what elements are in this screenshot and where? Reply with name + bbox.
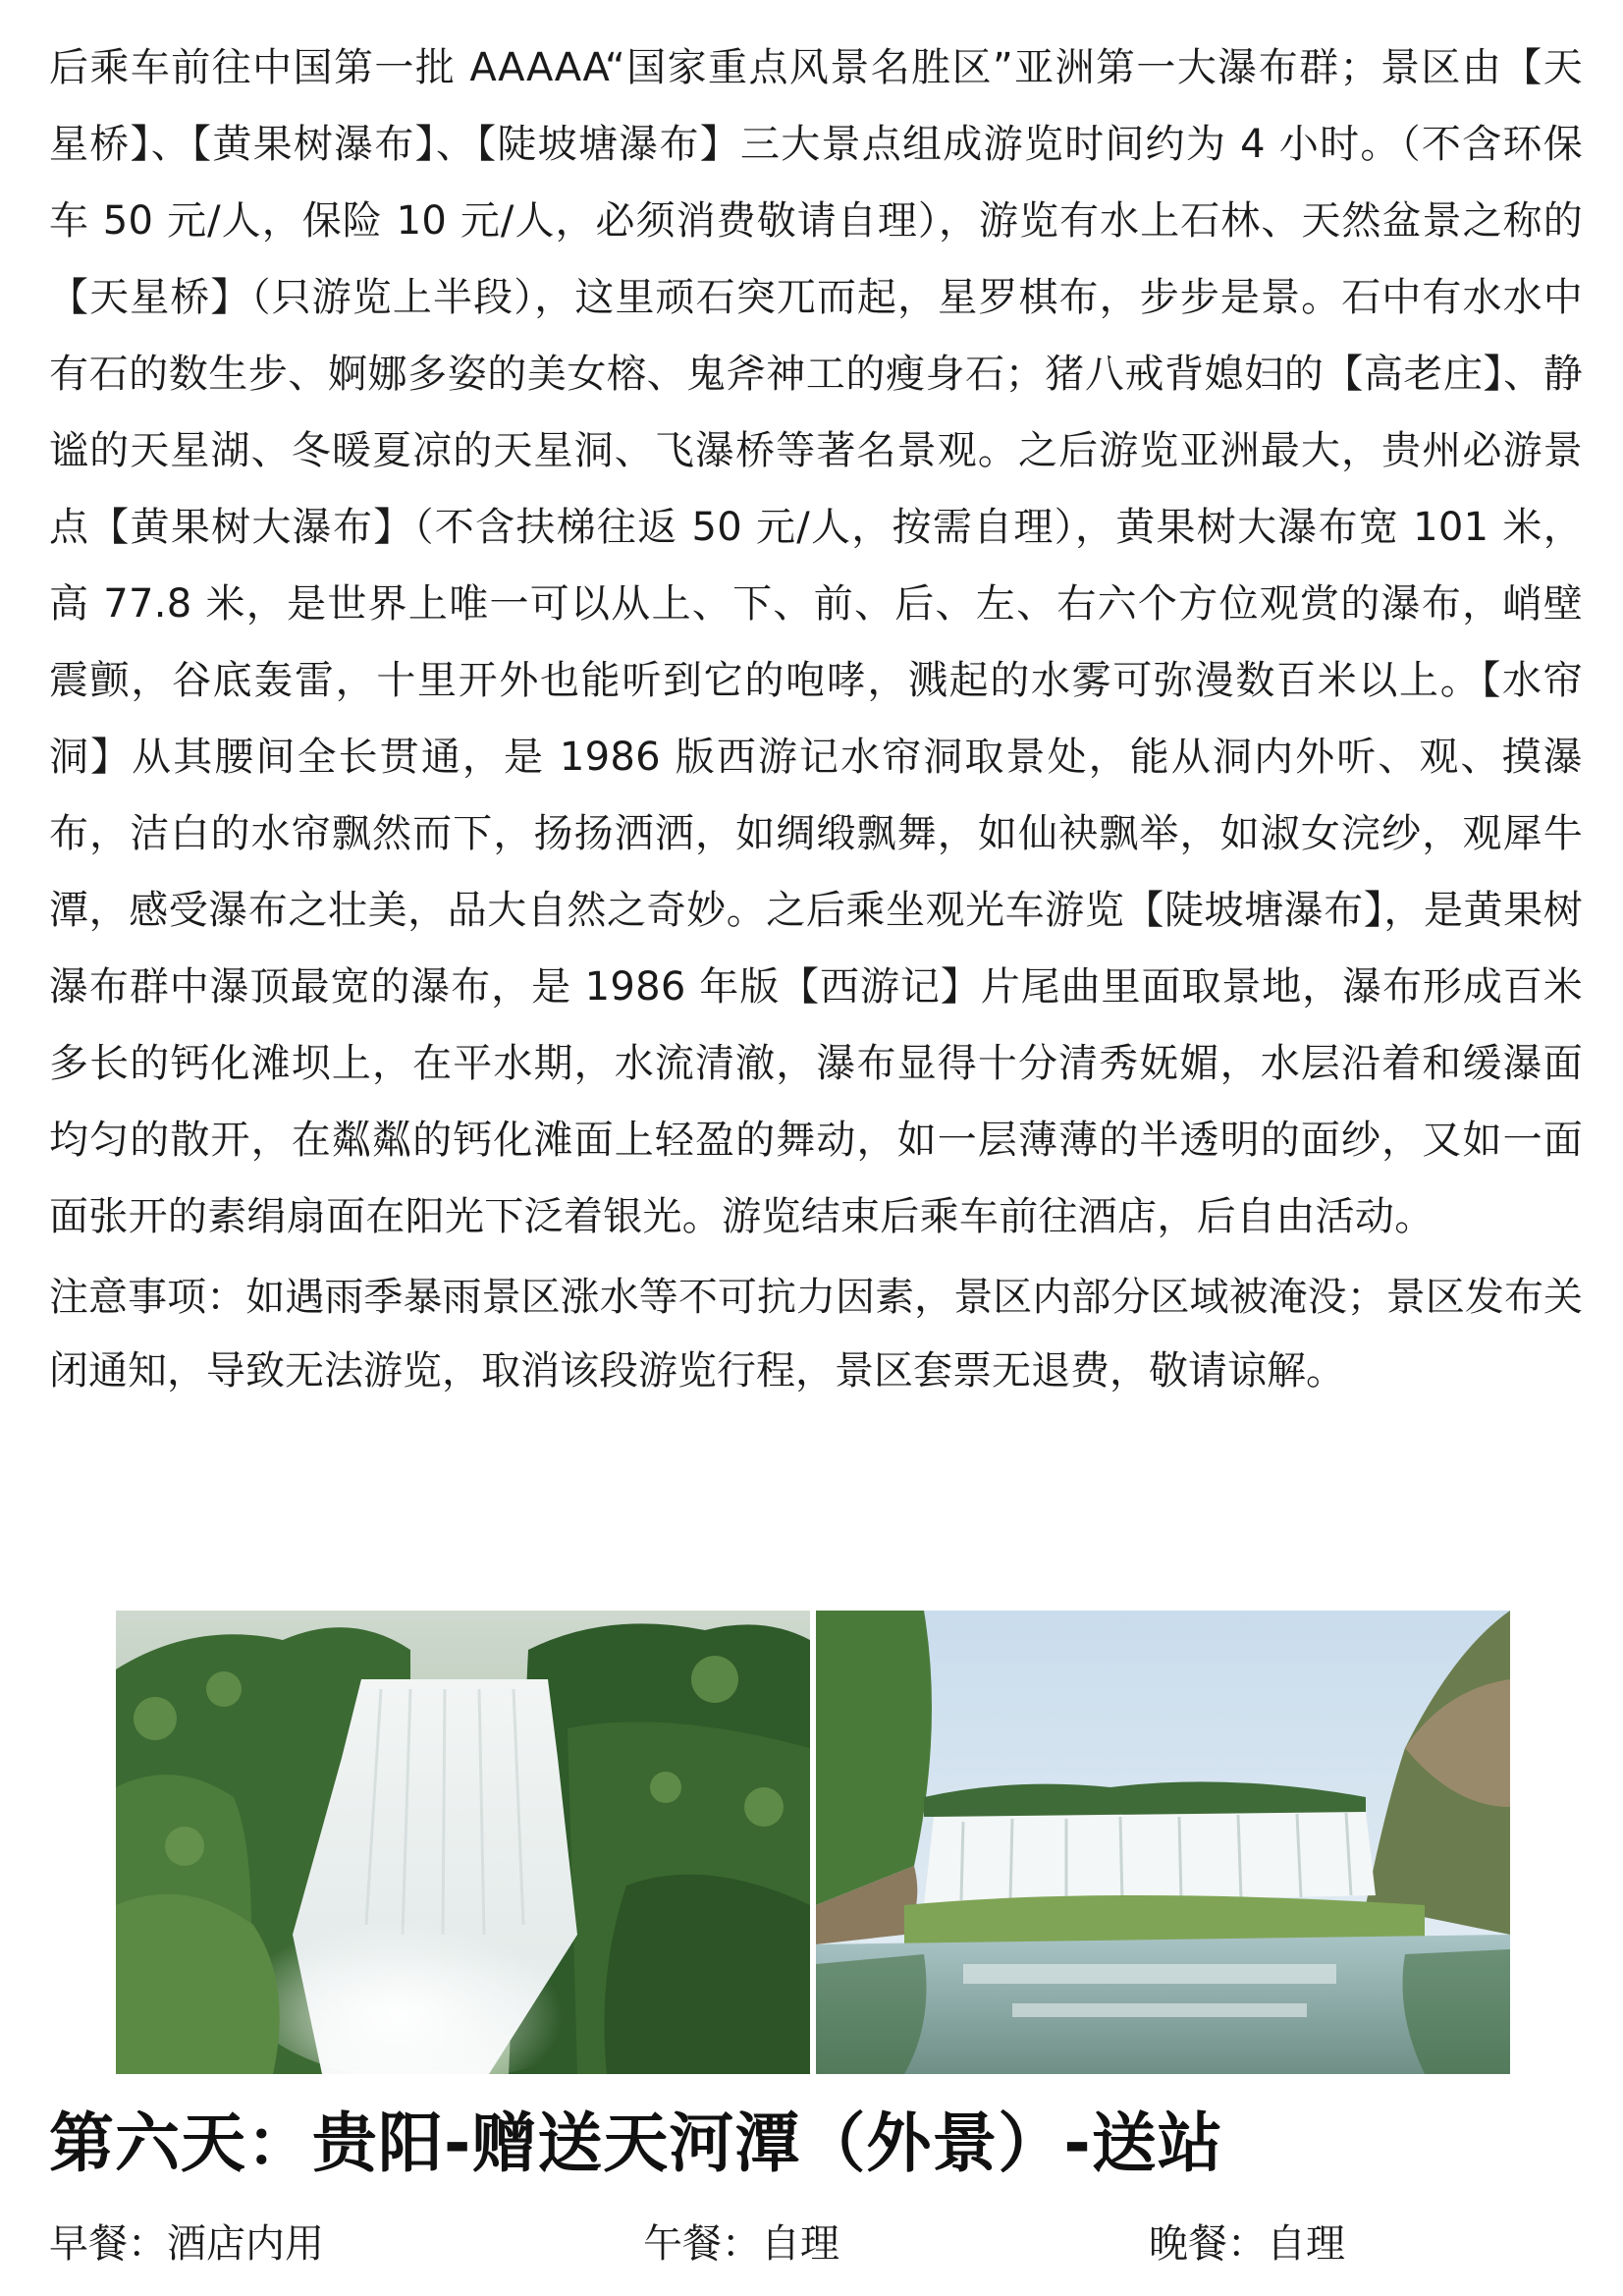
itinerary-text-block [49, 29, 1583, 1408]
huangguoshu-waterfall-photo [116, 1611, 810, 2074]
dinner-info: 晚餐：自理 [1149, 2221, 1345, 2267]
photo-row [116, 1611, 1510, 2074]
meals-row [49, 2210, 1581, 2278]
day-six-title: 第六天：贵阳-赠送天河潭（外景）-送站 [49, 2105, 1223, 2181]
itinerary-description: 后乘车前往中国第一批 AAAAA“国家重点风景名胜区”亚洲第一大瀑布群；景区由【天星桥】、【黄果树瀑布】、【陡坡塘瀑布】三大景点组成游览时间约为 4 小时。（不含环保车 50 元/人，保险 10 元/人，必须消费敬请自理），游览有水上石林、天然盆景之称的【天星桥】（只游览上半段），这里顽石突兀而起，星罗棋布，步步是景。石中有水水中有石的数生步、婀娜多姿的美女榕、鬼斧神工的瘦身石；猪八戒背媳妇的【高老庄】、静谧的天星湖、冬暖夏凉的天星洞、飞瀑桥等著名景观。之后游览亚洲最大，贵州必游景点【黄果树大瀑布】（不含扶梯往返 50 元/人，按需自理），黄果树大瀑布宽 101 米，高 77.8 米，是世界上唯一可以从上、下、前、后、左、右六个方位观赏的瀑布，峭壁震颤，谷底轰雷，十里开外也能听到它的咆哮，溅起的水雾可弥漫数百米以上。【水帘洞】从其腰间全长贯通，是 1986 版西游记水帘洞取景处，能从洞内外听、观、摸瀑布，洁白的水帘飘然而下，扬扬洒洒，如绸缎飘舞，如仙袂飘举，如淑女浣纱，观犀牛潭，感受瀑布之壮美，品大自然之奇妙。之后乘坐观光车游览【陡坡塘瀑布】，是黄果树瀑布群中瀑顶最宽的瀑布，是 1986 年版【西游记】片尾曲里面取景地，瀑布形成百米多长的钙化滩坝上，在平水期，水流清澈，瀑布显得十分清秀妩媚，水层沿着和缓瀑面均匀的散开，在粼粼的钙化滩面上轻盈的舞动，如一层薄薄的半透明的面纱，又如一面面张开的素绢扇面在阳光下泛着银光。游览结束后乘车前往酒店，后自由活动。 [49, 45, 1583, 1239]
breakfast-info: 早餐：酒店内用 [49, 2221, 324, 2267]
itinerary-notice: 注意事项：如遇雨季暴雨景区涨水等不可抗力因素，景区内部分区域被淹没；景区发布关闭通知，导致无法游览，取消该段游览行程，景区套票无退费，敬请谅解。 [49, 1275, 1583, 1394]
lunch-info: 午餐：自理 [643, 2221, 839, 2267]
doupotang-waterfall-photo [816, 1611, 1510, 2074]
